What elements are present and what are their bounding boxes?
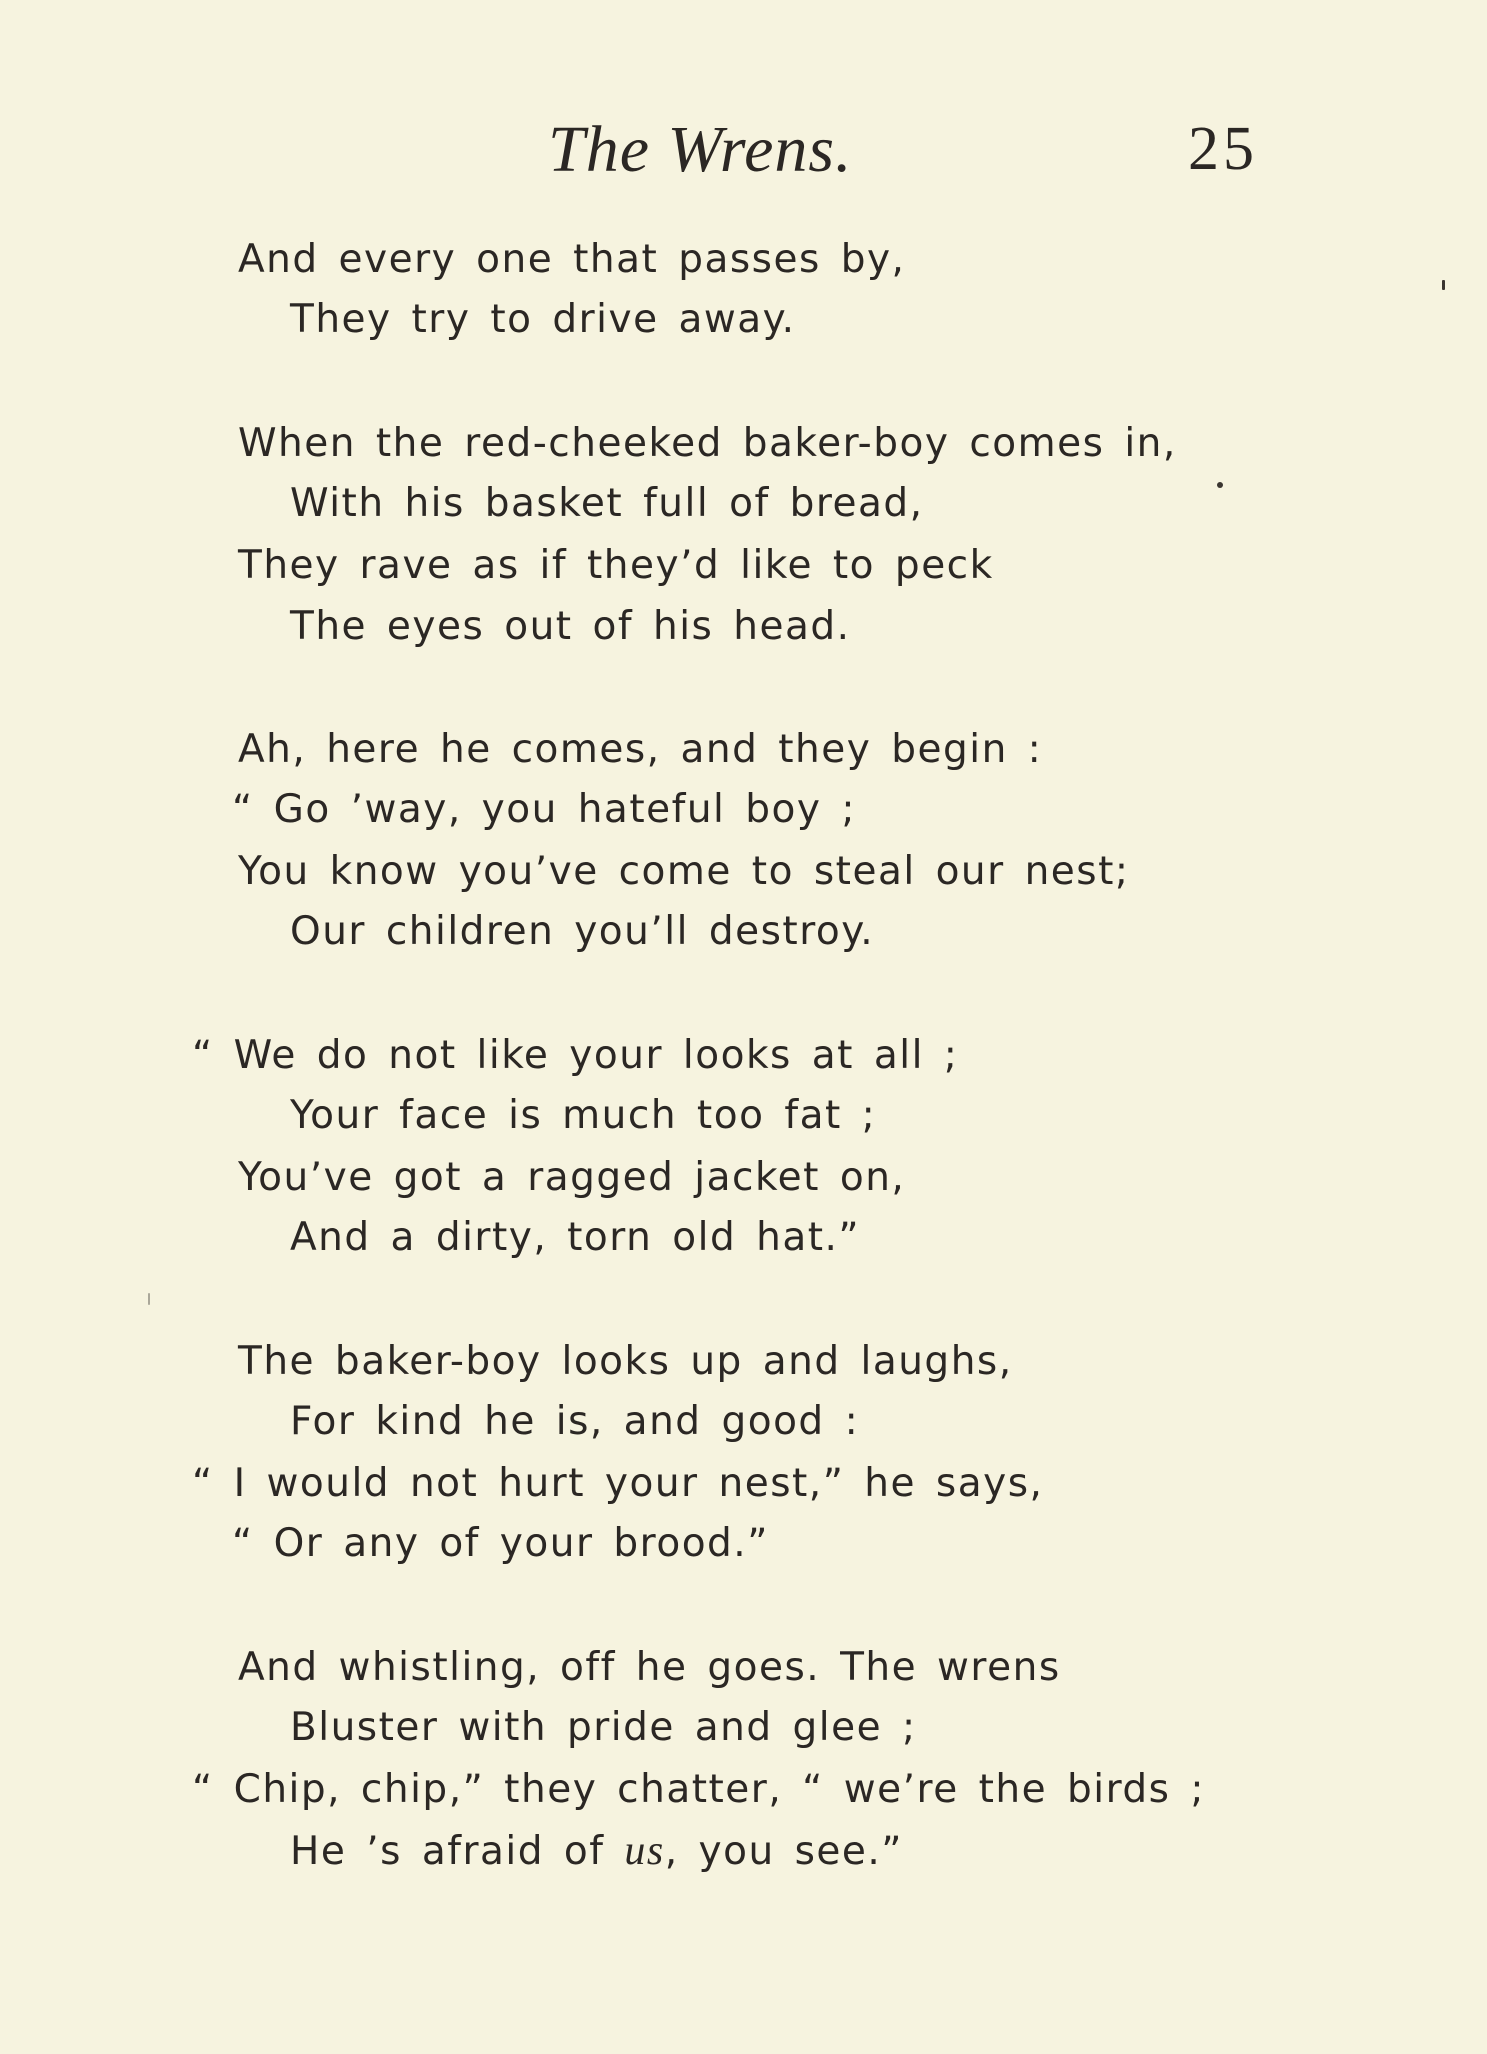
poem-line: And whistling, off he goes. The wrens bbox=[238, 1645, 1061, 1690]
poem-line: They rave as if they’d like to peck bbox=[238, 543, 994, 588]
running-head bbox=[0, 108, 1487, 188]
poem-line: “ We do not like your looks at all ; bbox=[192, 1033, 959, 1078]
poem-line: “ I would not hurt your nest,” he says, bbox=[192, 1461, 1044, 1506]
poem-line: You’ve got a ragged jacket on, bbox=[238, 1155, 906, 1200]
poem-line: And every one that passes by, bbox=[238, 237, 906, 282]
poem-line: “ Or any of your brood.” bbox=[232, 1521, 769, 1566]
print-speck bbox=[1442, 280, 1445, 290]
poem-line: With his basket full of bread, bbox=[290, 481, 924, 526]
print-speck bbox=[148, 1293, 150, 1305]
poem-line: Bluster with pride and glee ; bbox=[290, 1705, 917, 1750]
emphasized-word: us bbox=[624, 1828, 665, 1874]
poem-line: “ Go ’way, you hateful boy ; bbox=[232, 787, 857, 832]
poem-line: He ’s afraid of us, you see.” bbox=[290, 1828, 903, 1874]
poem-line: “ Chip, chip,” they chatter, “ we’re the birds ; bbox=[192, 1767, 1206, 1812]
poem-line: For kind he is, and good : bbox=[290, 1399, 860, 1444]
poem-line: And a dirty, torn old hat.” bbox=[290, 1215, 861, 1260]
page-number: 25 bbox=[1188, 115, 1258, 183]
poem-line: Your face is much too fat ; bbox=[290, 1093, 877, 1138]
poem-line: The eyes out of his head. bbox=[290, 604, 851, 649]
poem-line: Ah, here he comes, and they begin : bbox=[238, 727, 1043, 772]
poem-line: You know you’ve come to steal our nest; bbox=[238, 849, 1130, 894]
print-speck bbox=[1217, 482, 1223, 488]
poem-line: The baker-boy looks up and laughs, bbox=[238, 1339, 1013, 1384]
poem-line: They try to drive away. bbox=[290, 297, 796, 342]
poem-line: When the red-cheeked baker-boy comes in, bbox=[238, 421, 1177, 466]
poem-line: Our children you’ll destroy. bbox=[290, 909, 875, 954]
page-title: The Wrens. bbox=[548, 113, 853, 186]
